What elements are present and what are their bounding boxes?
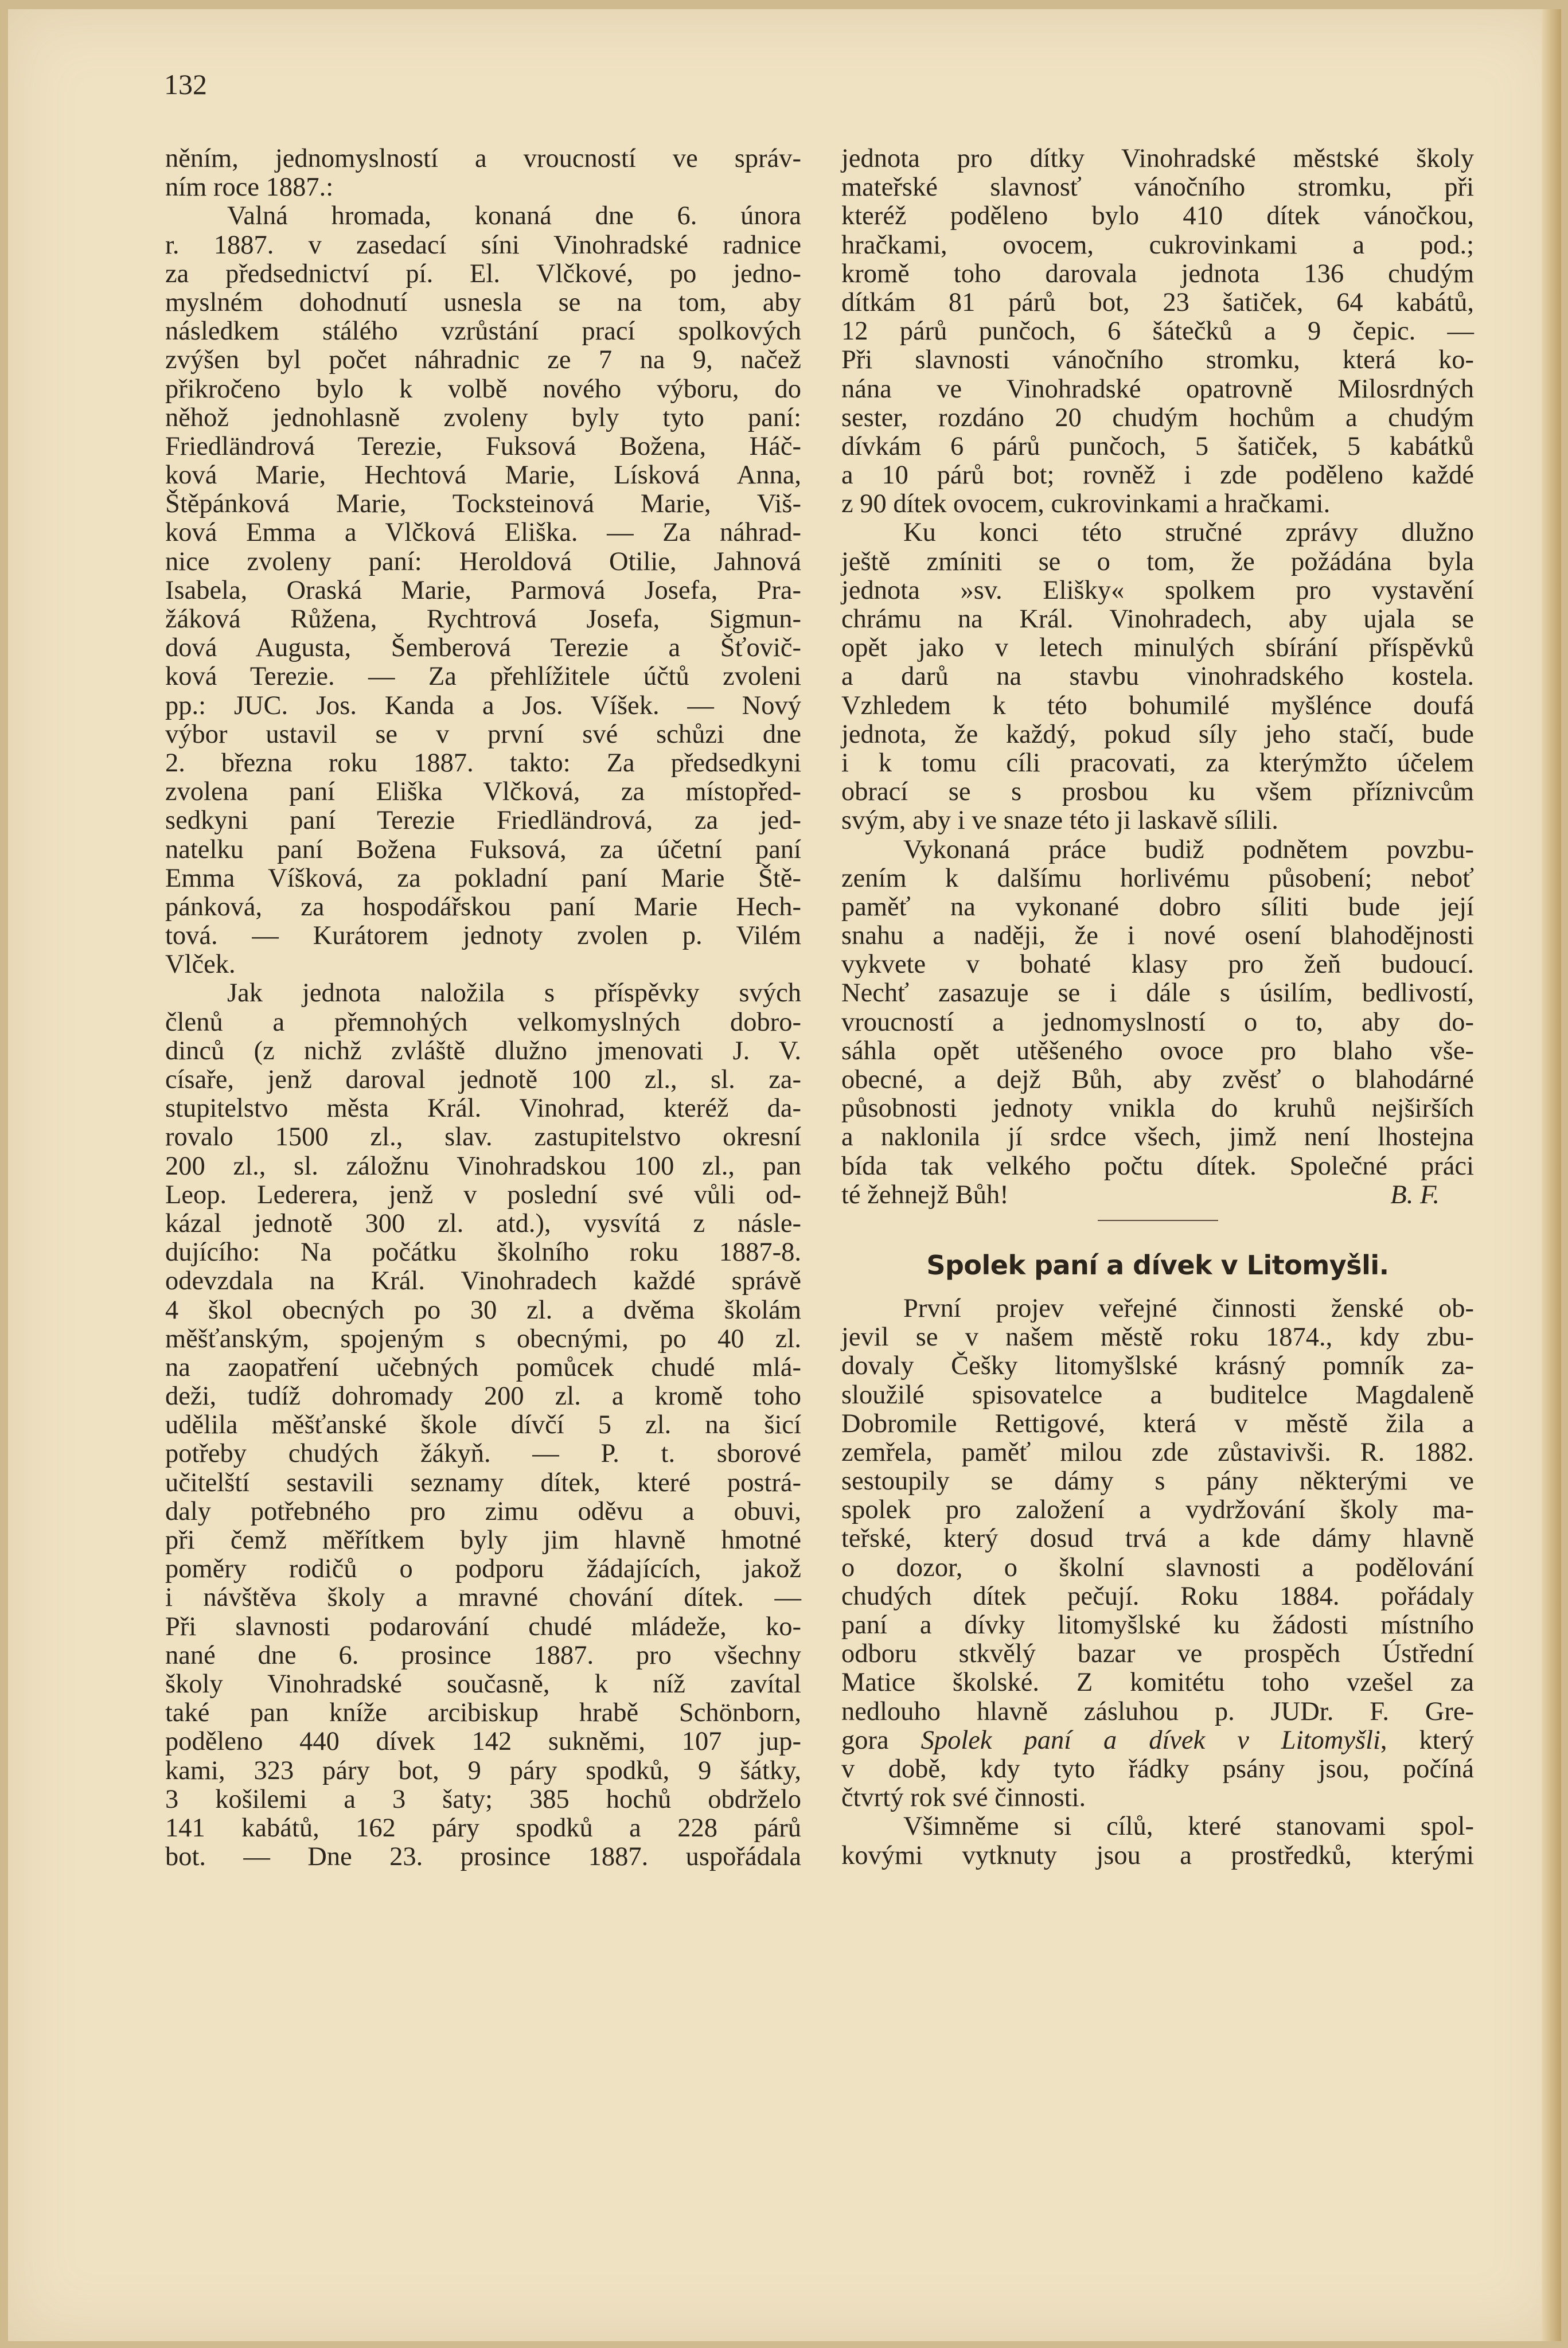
text-line: teřské, který dosud trvá a kde dámy hlavně (841, 1524, 1474, 1554)
text-line: poděleno 440 dívek 142 sukněmi, 107 jup- (165, 1727, 801, 1757)
text-line: 3 košilemi a 3 šaty; 385 hochů obdrželo (165, 1784, 801, 1814)
society-name-italic: Spolek paní a dívek v Litomyšli (920, 1725, 1380, 1755)
text-line: ková Marie, Hechtová Marie, Lísková Anna, (165, 461, 801, 490)
text-line: Nechť zasazuje se i dále s úsilím, bedlivostí, (841, 978, 1474, 1008)
text-line: Při slavnosti podarování chudé mládeže, ko- (165, 1612, 801, 1641)
text-fragment: , který (1380, 1725, 1475, 1755)
text-line: dovaly Češky litomyšlské krásný pomník za- (841, 1351, 1474, 1381)
section-heading: Spolek paní a dívek v Litomyšli. (926, 1249, 1389, 1281)
text-line: odevzdala na Král. Vinohradech každé správě (165, 1266, 801, 1296)
text-line: kteréž poděleno bylo 410 dítek vánočkou, (841, 201, 1474, 231)
text-line: pánková, za hospodářskou paní Marie Hech- (165, 892, 801, 922)
text-line: Leop. Lederera, jenž v poslední své vůli od- (165, 1180, 801, 1210)
text-line: sester, rozdáno 20 chudým hochům a chudým (841, 403, 1474, 432)
text-line: dinců (z nichž zvláště dlužno jmenovati J. V. (165, 1036, 801, 1066)
text-line: císaře, jenž daroval jednotě 100 zl., sl. za- (165, 1065, 801, 1094)
text-line: Vykonaná práce budiž podnětem povzbu- (903, 834, 1474, 864)
text-line: ním roce 1887.: (165, 173, 334, 202)
text-line: svým, aby i ve snaze této ji laskavě sílili. (841, 806, 1278, 836)
text-line (841, 1726, 1474, 1755)
text-line: jednota, že každý, pokud síly jeho stačí, bude (841, 719, 1474, 749)
text-line: obrací se s prosbou ku všem příznivcům (841, 777, 1474, 807)
text-line: 4 škol obecných po 30 zl. a dvěma školám (165, 1295, 801, 1325)
text-line: Emma Víšková, za pokladní paní Marie Ště- (165, 863, 801, 893)
text-line: členů a přemnohých velkomyslných dobro- (165, 1007, 801, 1037)
text-line: nané dne 6. prosince 1887. pro všechny (165, 1640, 801, 1670)
text-line: odboru stkvělý bazar ve prospěch Ústřední (841, 1639, 1474, 1669)
text-line: něním, jednomyslností a vroucností ve správ- (165, 144, 801, 173)
text-line: Dobromile Rettigové, která v městě žila a (841, 1409, 1474, 1438)
text-line: zvolena paní Eliška Vlčková, za místopřed- (165, 777, 801, 807)
text-line: paní a dívky litomyšlské ku žádosti místního (841, 1610, 1474, 1640)
text-line: nice zvoleny paní: Heroldová Otilie, Jahnová (165, 547, 801, 576)
text-line: a 10 párů bot; rovněž i zde poděleno každé (841, 461, 1474, 490)
text-line: z 90 dítek ovocem, cukrovinkami a hračkami. (841, 489, 1331, 519)
text-line: sáhla opět utěšeného ovoce pro blaho vše- (841, 1036, 1474, 1066)
text-line: jevil se v našem městě roku 1874., kdy zbu- (841, 1323, 1474, 1352)
text-line: stupitelstvo města Král. Vinohrad, kteréž da- (165, 1094, 801, 1124)
text-line: Matice školské. Z komitétu toho vzešel za (841, 1668, 1474, 1698)
text-line: v době, kdy tyto řádky psány jsou, počíná (841, 1754, 1474, 1784)
text-line: i návštěva školy a mravné chování dítek. — (165, 1583, 801, 1613)
text-line: Ku konci této stručné zprávy dlužno (903, 518, 1474, 548)
text-line: ještě zmíniti se o tom, že požádána byla (841, 547, 1474, 576)
text-line: Všimněme si cílů, které stanovami spol- (903, 1812, 1474, 1842)
text-line: a naklonila jí srdce všech, jimž není lhostejna (841, 1122, 1474, 1152)
text-line: pp.: JUC. Jos. Kanda a Jos. Víšek. — Nový (165, 691, 801, 720)
text-line: Friedländrová Terezie, Fuksová Božena, Háč- (165, 431, 801, 461)
text-line: sloužilé spisovatelce a buditelce Magdaleně (841, 1380, 1474, 1410)
text-line: Vlček. (165, 950, 236, 980)
text-line: tová. — Kurátorem jednoty zvolen p. Vilém (165, 921, 801, 951)
text-line: paměť na vykonané dobro síliti bude její (841, 892, 1474, 922)
closing-line (841, 1181, 1474, 1210)
text-line: při čemž měřítkem byly jim hlavně hmotné (165, 1526, 801, 1555)
text-line: natelku paní Božena Fuksová, za účetní paní (165, 834, 801, 864)
text-line: nána ve Vinohradské opatrovně Milosrdných (841, 374, 1474, 404)
text-line: daly potřebného pro zimu oděvu a obuvi, (165, 1496, 801, 1526)
text-line: výbor ustavil se v první své schůzi dne (165, 719, 801, 749)
text-line: měšťanským, spojeným s obecnými, po 40 zl. (165, 1324, 801, 1354)
text-line: zením k dalšímu horlivému působení; neboť (841, 863, 1474, 893)
page-number: 132 (164, 68, 207, 100)
text-line: následkem stálého vzrůstání prací spolkových (165, 317, 801, 346)
text-line: kovými vytknuty jsou a prostředků, kterými (841, 1840, 1474, 1870)
closing-text: té žehnejž Bůh! (841, 1180, 1009, 1210)
text-line: nedlouho hlavně zásluhou p. JUDr. F. Gre- (841, 1696, 1474, 1726)
text-line: První projev veřejné činnosti ženské ob- (903, 1293, 1474, 1323)
text-line: něhož jednohlasně zvoleny byly tyto paní: (165, 403, 801, 432)
text-line: sestoupily se dámy s pány některými ve (841, 1466, 1474, 1496)
text-line: dítkám 81 párů bot, 23 šatiček, 64 kabátů, (841, 287, 1474, 317)
text-line: vykvete v bohaté klasy pro žeň budoucí. (841, 950, 1474, 980)
text-line: zemřela, paměť milou zde zůstavivši. R. 1882. (841, 1437, 1474, 1467)
paragraph (165, 979, 801, 1871)
paragraph (165, 145, 801, 202)
text-line: sedkyni paní Terezie Friedländrová, za jed- (165, 806, 801, 836)
text-line: Štěpánková Marie, Tocksteinová Marie, Viš- (165, 489, 801, 519)
text-line: také pan kníže arcibiskup hrabě Schönborn, (165, 1698, 801, 1728)
paragraph (841, 1812, 1474, 1870)
paragraph (841, 1294, 1474, 1726)
text-line: o dozor, o školní slavnosti a podělování (841, 1553, 1474, 1582)
text-line: deži, tudíž dohromady 200 zl. a kromě toho (165, 1382, 801, 1411)
text-line: školy Vinohradské současně, k níž zavítal (165, 1669, 801, 1699)
text-line: snahu a naději, že i nové osení blahodějnosti (841, 921, 1474, 951)
text-line: kázal jednotě 300 zl. atd.), vysvítá z násle- (165, 1208, 801, 1238)
text-line: působnosti jednoty vnikla do kruhů nejširších (841, 1094, 1474, 1124)
text-line: kromě toho darovala jednota 136 chudým (841, 259, 1474, 288)
text-line: žáková Růžena, Rychtrová Josefa, Sigmun- (165, 604, 801, 634)
text-line: 12 párů punčoch, 6 šátečků a 9 čepic. — (841, 317, 1474, 346)
paragraph (841, 145, 1474, 518)
text-line: Jak jednota naložila s příspěvky svých (227, 978, 801, 1008)
text-line: Valná hromada, konaná dne 6. února (227, 201, 801, 231)
text-line: spolek pro založení a vydržování školy ma- (841, 1495, 1474, 1525)
text-line: 2. března roku 1887. takto: Za předsedkyni (165, 748, 801, 778)
text-line: Isabela, Oraská Marie, Parmová Josefa, Pra- (165, 575, 801, 605)
text-line: jednota »sv. Elišky« spolkem pro vystavění (841, 575, 1474, 605)
text-line: bída tak velkého počtu dítek. Společné práci (841, 1151, 1474, 1181)
text-line: na zaopatření učebných pomůcek chudé mlá- (165, 1352, 801, 1382)
text-line: čtvrtý rok své činnosti. (841, 1783, 1086, 1813)
paragraph (841, 1755, 1474, 1812)
text-line: chudých dítek pečují. Roku 1884. pořádaly (841, 1581, 1474, 1611)
text-line: udělila měšťanské škole dívčí 5 zl. na šicí (165, 1410, 801, 1440)
text-line: ková Terezie. — Za přehlížitele účtů zvoleni (165, 662, 801, 692)
text-line: 200 zl., sl. záložnu Vinohradskou 100 zl., pan (165, 1151, 801, 1181)
text-line: dujícího: Na počátku školního roku 1887-8. (165, 1238, 801, 1267)
text-line: 141 kabátů, 162 páry spodků a 228 párů (165, 1813, 801, 1843)
paragraph (165, 202, 801, 979)
text-line: přikročeno bylo k volbě nového výboru, do (165, 374, 801, 404)
text-line: poměry rodičů o podporu žádajících, jakož (165, 1554, 801, 1584)
text-line: mateřské slavnosť vánočního stromku, při (841, 173, 1474, 202)
text-line: zvýšen byl počet náhradnic ze 7 na 9, načež (165, 345, 801, 375)
right-column (841, 145, 1474, 1870)
text-line: dívkám 6 párů punčoch, 5 šatiček, 5 kabátků (841, 431, 1474, 461)
text-line: hračkami, ovocem, cukrovinkami a pod.; (841, 230, 1474, 260)
text-line: kami, 323 páry bot, 9 páry spodků, 9 šátky, (165, 1756, 801, 1785)
text-line: myslném dohodnutí usnesla se na tom, aby (165, 287, 801, 317)
text-line: potřeby chudých žákyň. — P. t. sborové (165, 1439, 801, 1469)
paragraph (841, 518, 1474, 835)
page-edge-shadow (1542, 9, 1561, 2341)
text-line: jednota pro dítky Vinohradské městské školy (841, 144, 1474, 173)
text-line: vroucností a jednomyslností o to, aby do- (841, 1007, 1474, 1037)
text-line: opět jako v letech minulých sbírání příspěvků (841, 633, 1474, 663)
paragraph (841, 836, 1474, 1181)
text-line: rovalo 1500 zl., slav. zastupitelstvo okresní (165, 1122, 801, 1152)
text-line: Při slavnosti vánočního stromku, která ko- (841, 345, 1474, 375)
section-divider (1098, 1220, 1218, 1221)
text-line: za předsednictví pí. El. Vlčkové, po jedno- (165, 259, 801, 288)
text-line: a darů na stavbu vinohradského kostela. (841, 662, 1474, 692)
left-column (165, 145, 801, 1871)
text-line: Vzhledem k této bohumilé myšlénce doufá (841, 691, 1474, 720)
text-line: i k tomu cíli pracovati, za kterýmžto účelem (841, 748, 1474, 778)
text-line: ková Emma a Vlčková Eliška. — Za náhrad- (165, 518, 801, 548)
text-fragment: gora (841, 1725, 921, 1755)
text-line: dová Augusta, Šemberová Terezie a Šťovič- (165, 633, 801, 663)
signature: B. F. (1390, 1180, 1440, 1210)
text-line: učitelští sestavili seznamy dítek, které postrá- (165, 1468, 801, 1497)
text-line: obecné, a dejž Bůh, aby zvěsť o blahodárné (841, 1065, 1474, 1094)
text-line: r. 1887. v zasedací síni Vinohradské radnice (165, 230, 801, 260)
text-line: chrámu na Král. Vinohradech, aby ujala se (841, 604, 1474, 634)
text-line: bot. — Dne 23. prosince 1887. uspořádala (165, 1842, 801, 1872)
